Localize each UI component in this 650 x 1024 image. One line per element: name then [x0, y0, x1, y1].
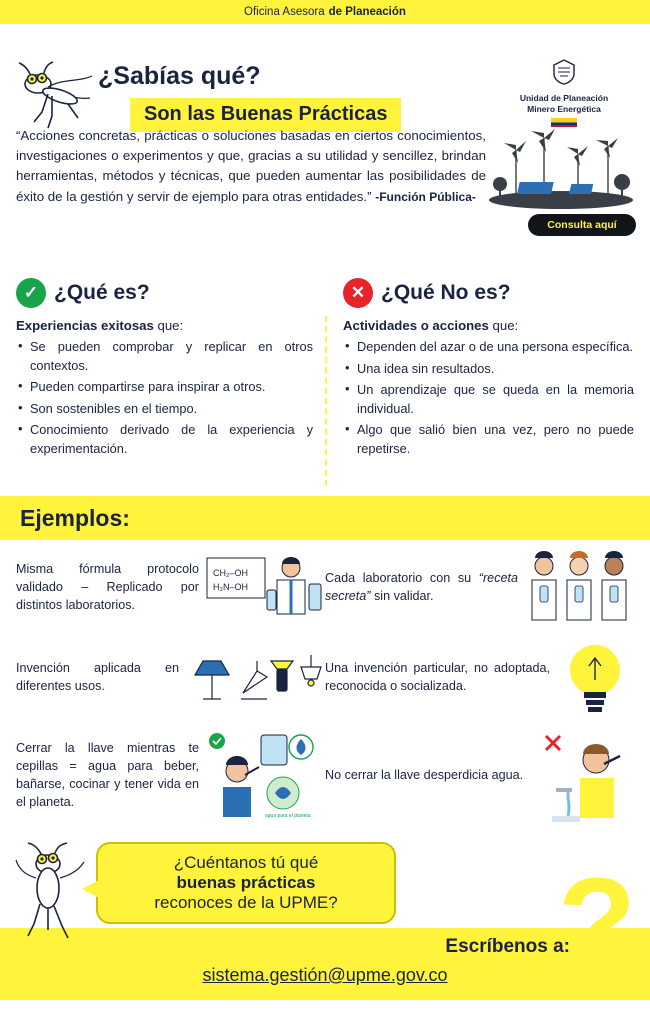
example-text: No cerrar la llave desperdicia agua.	[325, 768, 524, 783]
list-item: • Pueden compartirse para inspirar a otros.	[16, 378, 313, 397]
example-cell-right	[325, 638, 634, 718]
example-text: Cerrar la llave mientras te cepillas = agua para beber, bañarse, cocinar y tener vida en el planeta.	[16, 741, 199, 809]
column-que-es-header	[16, 278, 313, 308]
bubble-line-3: reconoces de la UPME?	[154, 893, 338, 912]
wind-farm-illustration	[486, 124, 636, 210]
list-item: • Se pueden comprobar y replicar en otros contextos.	[16, 338, 313, 375]
example-cell-left	[16, 731, 325, 821]
example-text-pre: Cada laboratorio con su	[325, 571, 479, 586]
column-que-no-es	[325, 278, 634, 494]
three-scientists-icon	[524, 550, 634, 626]
column-que-no-es-list	[343, 338, 634, 458]
example-text: Una invención particular, no adoptada, reconocida o socializada.	[325, 661, 550, 693]
column-que-es-subtitle-rest: que:	[153, 318, 184, 333]
brushing-teeth-wasting-water-icon	[538, 730, 634, 822]
consulta-aqui-button[interactable]: Consulta aquí	[528, 214, 636, 236]
brushing-teeth-water-saving-icon	[205, 731, 325, 821]
column-que-no-es-subtitle	[343, 318, 634, 333]
list-item: • Son sostenibles en el tiempo.	[16, 400, 313, 419]
examples-band-title: Ejemplos:	[20, 504, 130, 531]
example-cell-right	[325, 730, 634, 822]
upme-logo-text: Unidad de Planeación Minero Energética	[519, 93, 609, 114]
example-text	[325, 570, 518, 606]
example-text: Misma fórmula protocolo validado – Replicado por distintos laboratorios.	[16, 562, 199, 612]
column-que-es-subtitle-bold: Experiencias exitosas	[16, 318, 154, 333]
lightbulb-icon	[556, 638, 634, 718]
example-row	[16, 638, 634, 718]
svg-text:H₂N–OH: H₂N–OH	[213, 582, 248, 592]
column-que-es	[16, 278, 325, 494]
header	[0, 24, 650, 125]
examples-section	[0, 540, 650, 822]
quote-text	[16, 126, 486, 207]
list-item: • Una idea sin resultados.	[343, 360, 634, 379]
page-subtitle: Son las Buenas Prácticas	[144, 103, 388, 125]
colombia-shield-icon	[547, 58, 581, 86]
svg-text:agua para el planeta: agua para el planeta	[265, 813, 311, 819]
top-banner-light-text: Oficina Asesora	[244, 6, 325, 18]
chemistry-scientist-icon	[205, 550, 325, 626]
example-text: Invención aplicada en diferentes usos.	[16, 661, 179, 693]
column-que-es-subtitle	[16, 318, 313, 333]
column-que-no-es-title: ¿Qué No es?	[381, 281, 511, 304]
list-item: • Dependen del azar o de una persona específica.	[343, 338, 634, 357]
column-que-no-es-subtitle-rest: que:	[488, 318, 519, 333]
x-circle-icon: ✕	[343, 278, 373, 308]
quote-body: “Acciones concretas, prácticas o soluciones basadas en ciertos conocimientos, investigaciones o experimentos y que, gracias a su utilidad y sencillez, brindan herramientas, métodos y técnicas, que pueden aumentar las posibilidades de éxito de la gestión y servir de ejemplo para otras entidades.”	[16, 128, 486, 204]
example-cell-left	[16, 550, 325, 626]
example-row	[16, 550, 634, 626]
column-que-es-title: ¿Qué es?	[54, 281, 150, 304]
quote-source: -Función Pública-	[375, 189, 476, 204]
list-item: • Un aprendizaje que se queda en la memoria individual.	[343, 381, 634, 418]
example-row	[16, 730, 634, 822]
example-cell-left	[16, 647, 325, 709]
quote-section	[0, 112, 650, 272]
column-que-es-list	[16, 338, 313, 458]
bubble-line-2: buenas prácticas	[176, 873, 316, 892]
column-que-no-es-subtitle-bold: Actividades o acciones	[343, 318, 489, 333]
call-to-action-bubble	[96, 842, 396, 924]
example-text-emphasis: “receta secreta”	[325, 571, 518, 603]
example-cell-right	[325, 550, 634, 626]
page-title: ¿Sabías qué?	[98, 62, 261, 90]
svg-text:CH₂–OH: CH₂–OH	[213, 568, 248, 578]
bubble-line-1: ¿Cuéntanos tú qué	[173, 853, 319, 872]
lamps-icon	[185, 647, 325, 709]
comparison-columns	[0, 272, 650, 494]
column-que-no-es-header	[343, 278, 634, 308]
top-banner	[0, 0, 650, 24]
check-circle-icon: ✓	[16, 278, 46, 308]
example-text-post: sin validar.	[370, 589, 434, 603]
top-banner-bold-text: de Planeación	[328, 6, 406, 18]
question-mark-decoration: ?	[557, 852, 636, 995]
list-item: • Algo que salió bien una vez, pero no puede repetirse.	[343, 421, 634, 458]
examples-band	[0, 496, 650, 540]
footer	[0, 834, 650, 1000]
contact-email-link[interactable]: sistema.gestión@upme.gov.co	[202, 965, 448, 985]
list-item: • Conocimiento derivado de la experiencia y experimentación.	[16, 421, 313, 458]
escribenos-label: Escríbenos a:	[445, 936, 570, 957]
